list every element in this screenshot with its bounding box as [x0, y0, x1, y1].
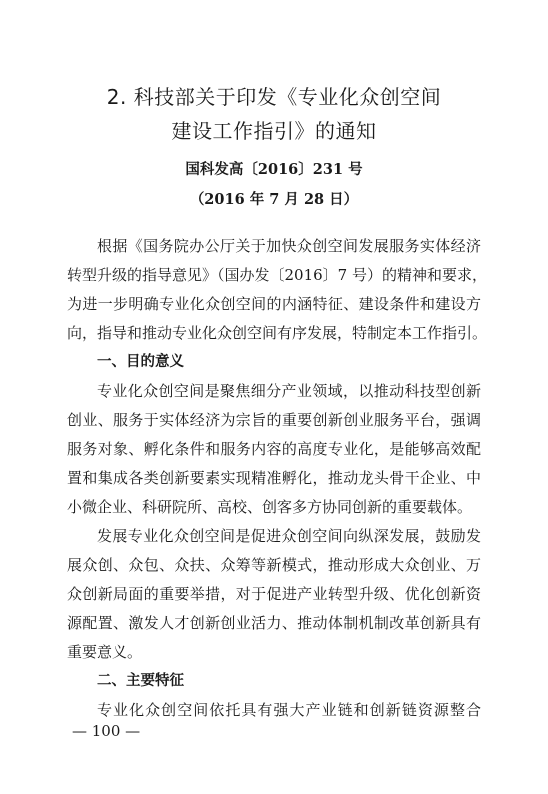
section-heading-purpose: 一、目的意义: [97, 354, 184, 370]
page-number: — 100 —: [72, 722, 141, 740]
document-title-line-2: 建设工作指引》的通知: [171, 119, 377, 143]
section1-para2-line: 展众创、众包、众扶、众筹等新模式，推动形成大众创业、万: [67, 556, 481, 574]
intro-line: 为进一步明确专业化众创空间的内涵特征、建设条件和建设方: [67, 295, 481, 313]
section1-para1-line: 小微企业、科研院所、高校、创客多方协同创新的重要载体。: [67, 498, 473, 516]
section2-para1-line: 专业化众创空间依托具有强大产业链和创新链资源整合: [97, 701, 481, 719]
section-heading-main-features: 二、主要特征: [97, 673, 184, 689]
section1-para1-line: 创业、服务于实体经济为宗旨的重要创新创业服务平台，强调: [67, 411, 481, 429]
section1-para2-line: 源配置、激发人才创新创业活力、推动体制机制改革创新具有: [67, 614, 481, 632]
intro-line: 向，指导和推动专业化众创空间有序发展，特制定本工作指引。: [67, 324, 488, 342]
section1-para2-line: 发展专业化众创空间是促进众创空间向纵深发展，鼓励发: [97, 527, 481, 545]
section1-para1-line: 专业化众创空间是聚焦细分产业领域，以推动科技型创新: [97, 382, 481, 400]
document-number: 国科发高〔2016〕231 号: [185, 161, 363, 178]
intro-line: 转型升级的指导意见》（国办发〔2016〕7 号）的精神和要求，: [67, 266, 487, 284]
section1-para1-line: 置和集成各类创新要素实现精准孵化，推动龙头骨干企业、中: [67, 469, 481, 487]
section1-para1-line: 服务对象、孵化条件和服务内容的高度专业化，是能够高效配: [67, 440, 481, 458]
intro-line: 根据《国务院办公厅关于加快众创空间发展服务实体经济: [97, 237, 481, 255]
section1-para2-line: 重要意义。: [67, 643, 143, 661]
document-title-line-1: 2. 科技部关于印发《专业化众创空间: [106, 85, 442, 109]
document-date: （2016 年 7 月 28 日）: [189, 191, 359, 208]
section1-para2-line: 众创新局面的重要举措，对于促进产业转型升级、优化创新资: [67, 585, 481, 603]
